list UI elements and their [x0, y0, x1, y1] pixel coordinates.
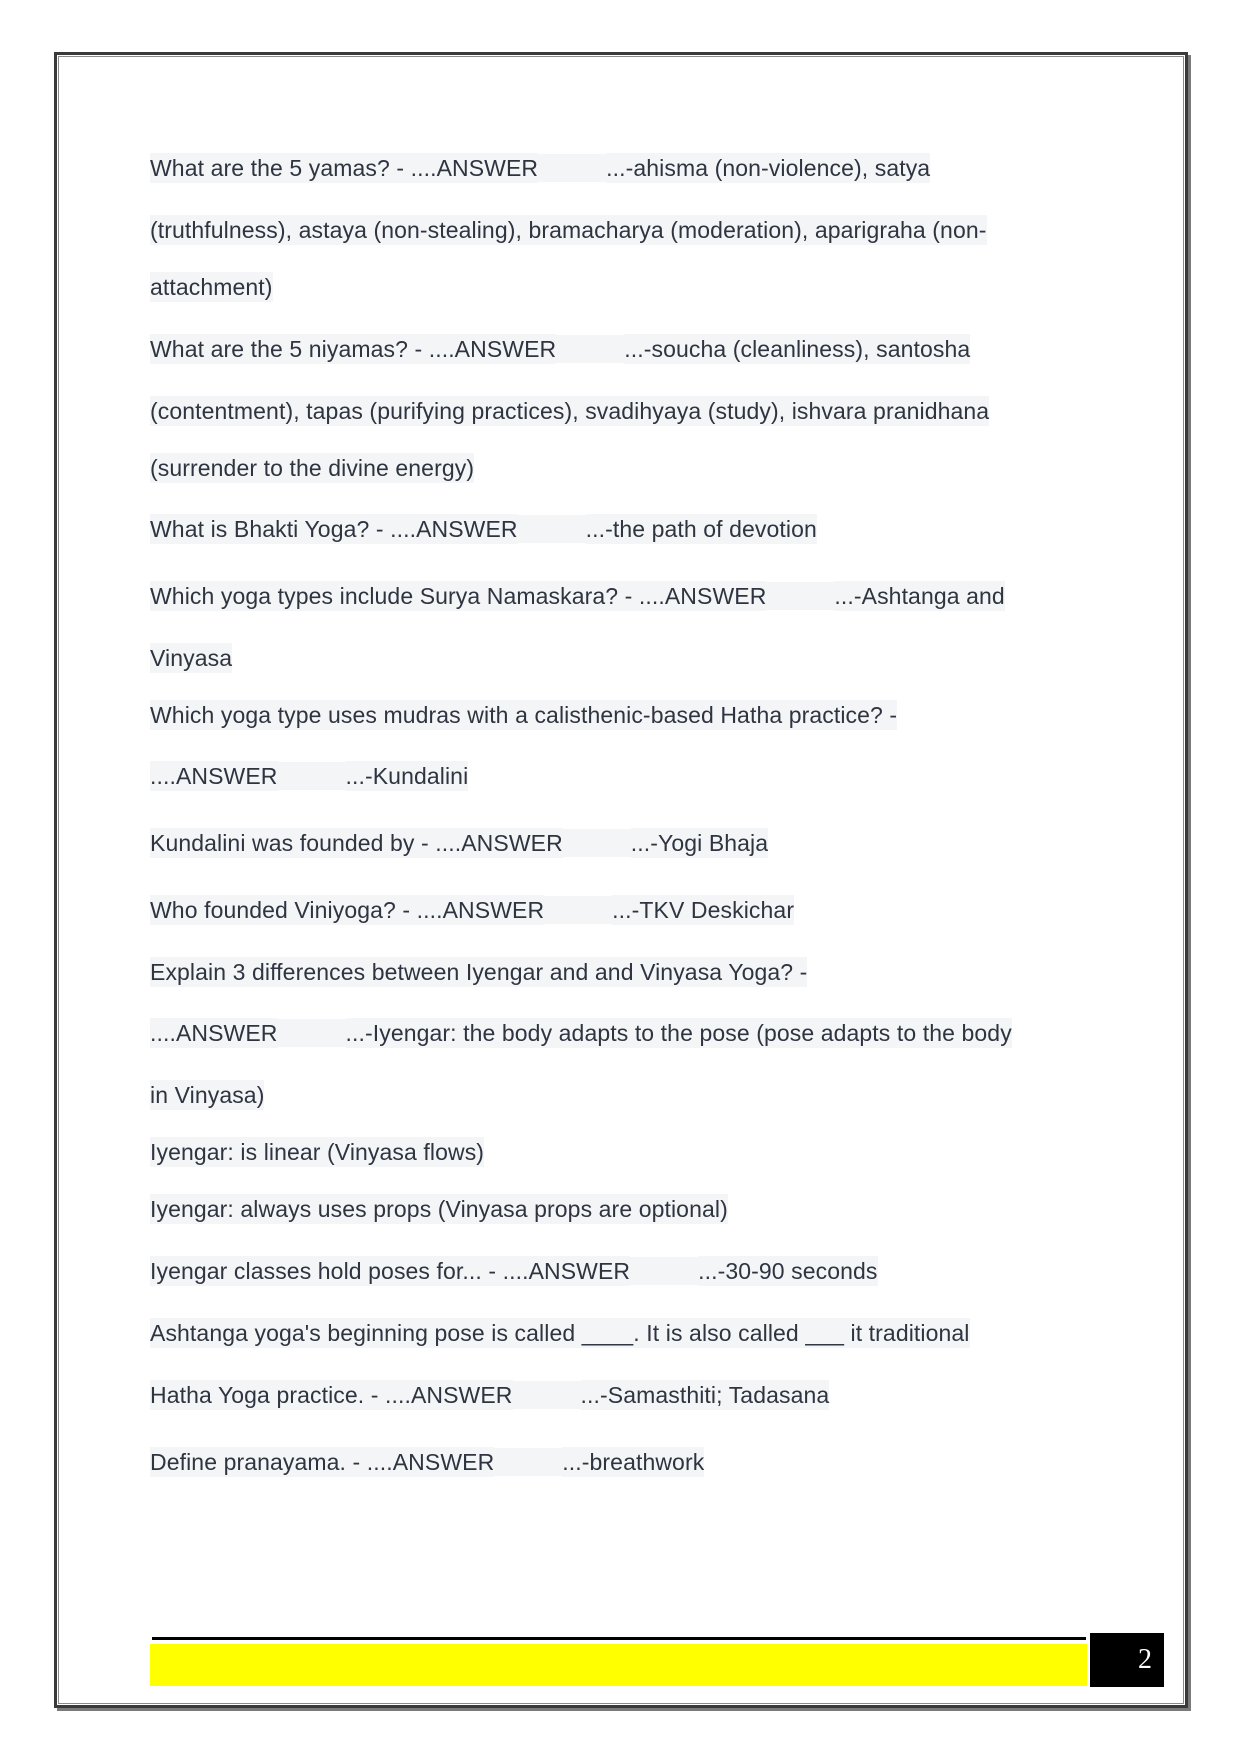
page-number-text: 2	[1138, 1644, 1152, 1675]
footer-bar	[150, 1644, 1087, 1686]
text-line: What are the 5 yamas? - ....ANSWER ...-ahisma (non-violence), satya	[150, 155, 931, 181]
text-line: attachment)	[150, 274, 273, 300]
footer-rule	[152, 1637, 1086, 1640]
text-line: ....ANSWER ...-Iyengar: the body adapts to the pose (pose adapts to the body	[150, 1020, 1012, 1046]
text-line: Hatha Yoga practice. - ....ANSWER ...-Samasthiti; Tadasana	[150, 1382, 830, 1408]
text-line: (contentment), tapas (purifying practices), svadihyaya (study), ishvara pranidhana	[150, 398, 990, 424]
text-line: Kundalini was founded by - ....ANSWER ...-Yogi Bhaja	[150, 830, 769, 856]
page-number	[1090, 1633, 1164, 1687]
text-line: Iyengar: always uses props (Vinyasa props are optional)	[150, 1196, 728, 1222]
text-line: ....ANSWER ...-Kundalini	[150, 763, 469, 789]
text-line: (truthfulness), astaya (non-stealing), bramacharya (moderation), aparigraha (non-	[150, 217, 987, 243]
text-line: Vinyasa	[150, 645, 233, 671]
text-line: Which yoga type uses mudras with a calisthenic-based Hatha practice? -	[150, 702, 898, 728]
text-line: What is Bhakti Yoga? - ....ANSWER ...-the path of devotion	[150, 516, 817, 542]
text-line: (surrender to the divine energy)	[150, 455, 475, 481]
text-line: Who founded Viniyoga? - ....ANSWER ...-TKV Deskichar	[150, 897, 795, 923]
text-line: Explain 3 differences between Iyengar and and Vinyasa Yoga? -	[150, 959, 808, 985]
text-line: in Vinyasa)	[150, 1082, 265, 1108]
text-line: Iyengar: is linear (Vinyasa flows)	[150, 1139, 485, 1165]
text-line: Define pranayama. - ....ANSWER ...-breathwork	[150, 1449, 705, 1475]
text-line: Iyengar classes hold poses for... - ....ANSWER ...-30-90 seconds	[150, 1258, 878, 1284]
text-line: Ashtanga yoga's beginning pose is called ____. It is also called ___ it traditional	[150, 1320, 970, 1346]
text-line: Which yoga types include Surya Namaskara? - ....ANSWER ...-Ashtanga and	[150, 583, 1005, 609]
text-line: What are the 5 niyamas? - ....ANSWER ...-soucha (cleanliness), santosha	[150, 336, 971, 362]
